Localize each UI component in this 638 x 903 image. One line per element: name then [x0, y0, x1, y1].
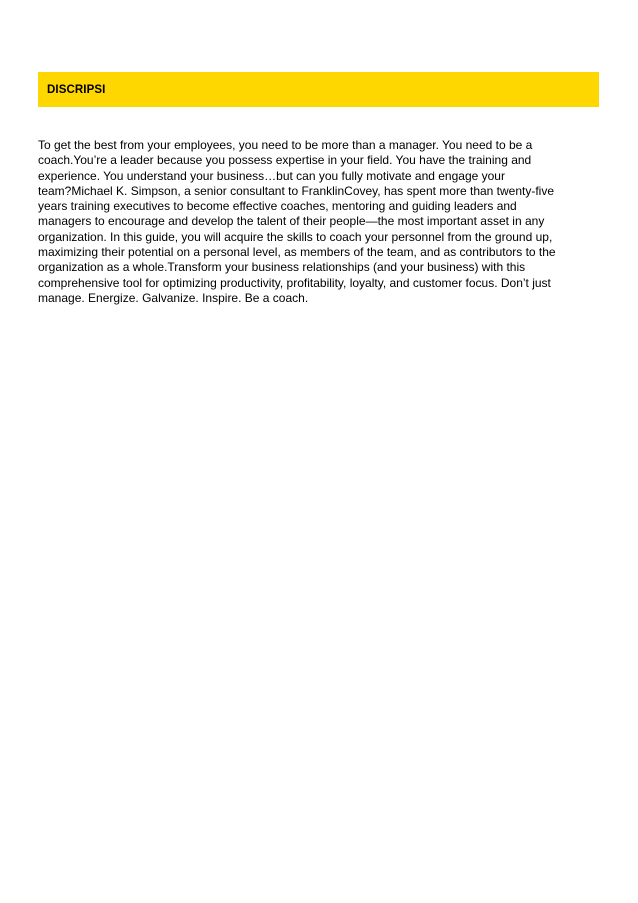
description-line: comprehensive tool for optimizing productivity, profitability, loyalty, and customer focus. Don’t just: [38, 275, 551, 290]
description-line: managers to encourage and develop the talent of their people—the most important asset in any: [38, 214, 545, 229]
description-line: team?Michael K. Simpson, a senior consultant to FranklinCovey, has spent more than twenty-five: [38, 183, 555, 198]
description-line: years training executives to become effective coaches, mentoring and guiding leaders and: [38, 199, 517, 214]
description-text: [38, 138, 604, 306]
description-line: organization as a whole.Transform your business relationships (and your business) with this: [38, 260, 526, 275]
description-line: organization. In this guide, you will acquire the skills to coach your personnel from the ground up,: [38, 229, 553, 244]
description-line: To get the best from your employees, you need to be more than a manager. You need to be a: [38, 138, 533, 152]
description-line: coach.You’re a leader because you possess expertise in your field. You have the training and: [38, 153, 532, 168]
section-header-bar: [38, 72, 599, 107]
description-line: maximizing their potential on a personal level, as members of the team, and as contributors to the: [38, 245, 556, 260]
description-line: manage. Energize. Galvanize. Inspire. Be a coach.: [38, 290, 309, 305]
description-line: experience. You understand your business…but can you fully motivate and engage your: [38, 168, 505, 183]
section-title: DISCRIPSI: [47, 83, 106, 96]
